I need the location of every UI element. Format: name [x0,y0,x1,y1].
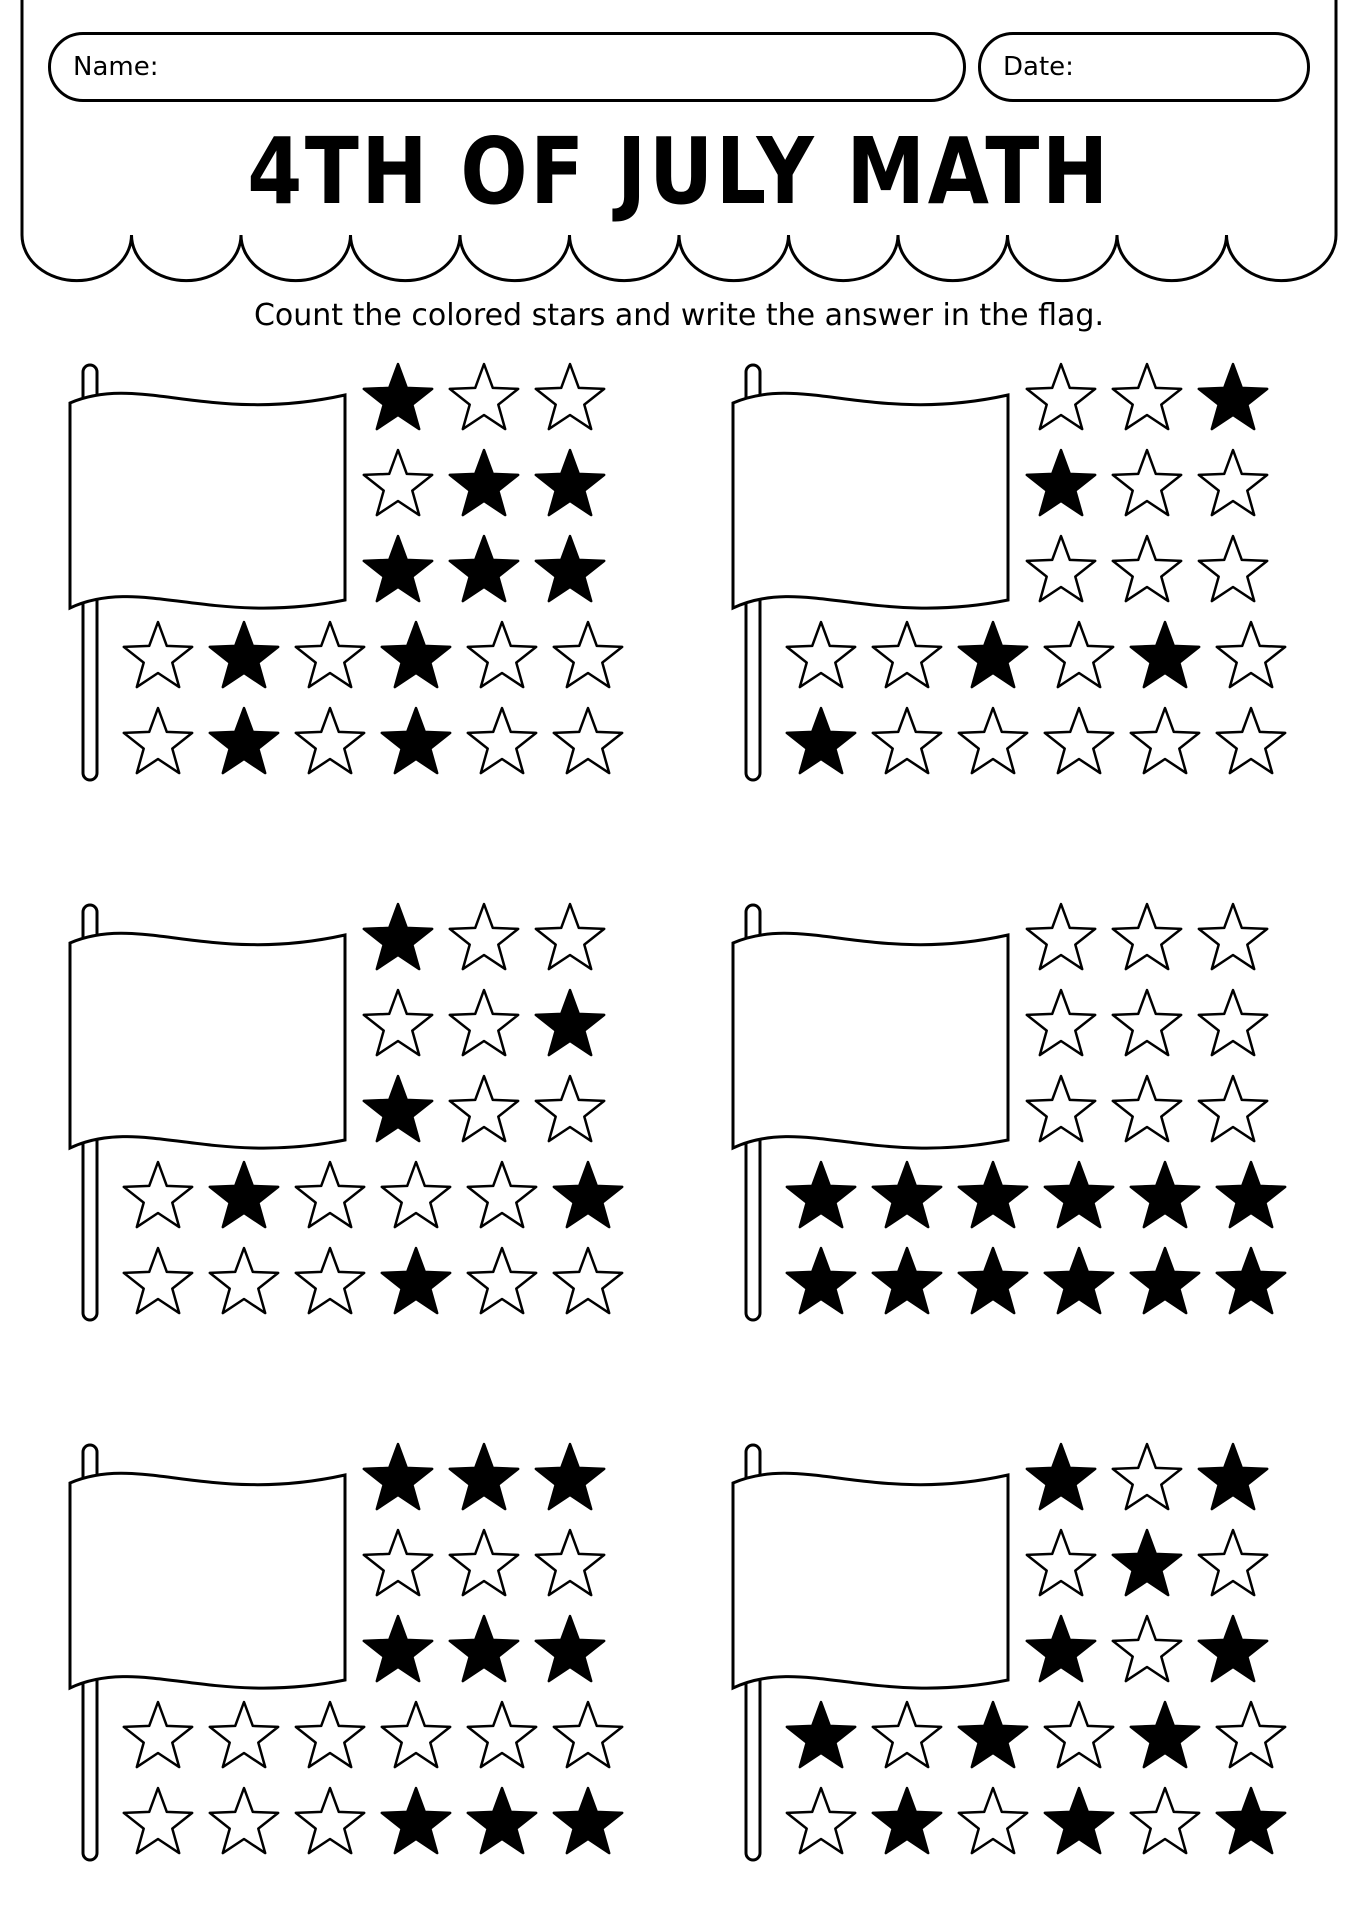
outline-star-icon [1131,1788,1199,1853]
outline-star-icon [1199,904,1267,969]
filled-star-icon [382,708,450,773]
outline-star-icon [1199,1530,1267,1595]
outline-star-icon [1113,904,1181,969]
puzzle-1 [70,364,622,780]
outline-star-icon [1027,1076,1095,1141]
outline-star-icon [1199,536,1267,601]
filled-star-icon [1113,1530,1181,1595]
outline-star-icon [1027,1530,1095,1595]
outline-star-icon [450,990,518,1055]
outline-star-icon [873,708,941,773]
answer-flag[interactable] [733,393,1008,608]
date-label: Date: [1003,52,1074,82]
outline-star-icon [296,1162,364,1227]
outline-star-icon [1199,450,1267,515]
puzzle-3 [70,904,622,1320]
puzzle-6 [733,1444,1285,1860]
outline-star-icon [1045,622,1113,687]
filled-star-icon [1199,1616,1267,1681]
outline-star-icon [1113,450,1181,515]
filled-star-icon [364,1444,432,1509]
filled-star-icon [536,990,604,1055]
filled-star-icon [536,536,604,601]
outline-star-icon [124,1702,192,1767]
filled-star-icon [210,708,278,773]
outline-star-icon [787,622,855,687]
outline-star-icon [124,622,192,687]
outline-star-icon [296,1702,364,1767]
outline-star-icon [210,1788,278,1853]
outline-star-icon [468,708,536,773]
outline-star-icon [382,1702,450,1767]
outline-star-icon [1113,1616,1181,1681]
filled-star-icon [1027,1616,1095,1681]
filled-star-icon [1131,622,1199,687]
filled-star-icon [1199,364,1267,429]
outline-star-icon [364,450,432,515]
outline-star-icon [364,990,432,1055]
outline-star-icon [1217,622,1285,687]
outline-star-icon [1113,990,1181,1055]
filled-star-icon [536,1616,604,1681]
outline-star-icon [554,708,622,773]
filled-star-icon [536,1444,604,1509]
outline-star-icon [1027,904,1095,969]
outline-star-icon [468,1702,536,1767]
filled-star-icon [450,536,518,601]
filled-star-icon [787,1702,855,1767]
outline-star-icon [536,904,604,969]
outline-star-icon [382,1162,450,1227]
filled-star-icon [210,1162,278,1227]
outline-star-icon [787,1788,855,1853]
filled-star-icon [382,1248,450,1313]
outline-star-icon [1045,708,1113,773]
name-label: Name: [73,52,159,82]
outline-star-icon [1113,536,1181,601]
answer-flag[interactable] [733,1473,1008,1688]
filled-star-icon [364,364,432,429]
filled-star-icon [364,1076,432,1141]
puzzle-5 [70,1444,622,1860]
outline-star-icon [468,622,536,687]
outline-star-icon [536,364,604,429]
page-title: 4TH OF JULY MATH [247,118,1111,225]
outline-star-icon [124,1248,192,1313]
puzzle-2 [733,364,1285,780]
outline-star-icon [536,1530,604,1595]
outline-star-icon [450,1076,518,1141]
outline-star-icon [959,708,1027,773]
filled-star-icon [364,536,432,601]
outline-star-icon [210,1702,278,1767]
outline-star-icon [468,1162,536,1227]
outline-star-icon [873,1702,941,1767]
answer-flag[interactable] [70,1473,345,1688]
outline-star-icon [1113,364,1181,429]
filled-star-icon [959,1702,1027,1767]
filled-star-icon [210,622,278,687]
outline-star-icon [296,622,364,687]
filled-star-icon [1045,1788,1113,1853]
outline-star-icon [1113,1444,1181,1509]
outline-star-icon [1199,990,1267,1055]
filled-star-icon [1217,1788,1285,1853]
filled-star-icon [364,1616,432,1681]
outline-star-icon [296,1248,364,1313]
filled-star-icon [1217,1248,1285,1313]
filled-star-icon [554,1788,622,1853]
instruction-text: Count the colored stars and write the answer in the flag. [253,298,1105,333]
answer-flag[interactable] [70,933,345,1148]
outline-star-icon [124,708,192,773]
outline-star-icon [1131,708,1199,773]
outline-star-icon [450,364,518,429]
filled-star-icon [382,1788,450,1853]
filled-star-icon [787,1248,855,1313]
outline-star-icon [124,1162,192,1227]
filled-star-icon [1027,450,1095,515]
filled-star-icon [1199,1444,1267,1509]
outline-star-icon [959,1788,1027,1853]
filled-star-icon [1217,1162,1285,1227]
filled-star-icon [450,1616,518,1681]
outline-star-icon [1027,536,1095,601]
outline-star-icon [873,622,941,687]
puzzle-4 [733,904,1285,1320]
outline-star-icon [1217,1702,1285,1767]
filled-star-icon [1027,1444,1095,1509]
outline-star-icon [554,622,622,687]
outline-star-icon [296,708,364,773]
filled-star-icon [787,708,855,773]
filled-star-icon [1131,1702,1199,1767]
outline-star-icon [210,1248,278,1313]
outline-star-icon [450,1530,518,1595]
outline-star-icon [1217,708,1285,773]
filled-star-icon [1045,1162,1113,1227]
outline-star-icon [1045,1702,1113,1767]
outline-star-icon [554,1702,622,1767]
filled-star-icon [450,1444,518,1509]
filled-star-icon [1045,1248,1113,1313]
filled-star-icon [1131,1162,1199,1227]
outline-star-icon [124,1788,192,1853]
outline-star-icon [468,1248,536,1313]
filled-star-icon [959,1162,1027,1227]
filled-star-icon [873,1162,941,1227]
filled-star-icon [959,622,1027,687]
filled-star-icon [787,1162,855,1227]
outline-star-icon [1027,990,1095,1055]
answer-flag[interactable] [733,933,1008,1148]
outline-star-icon [554,1248,622,1313]
filled-star-icon [554,1162,622,1227]
outline-star-icon [364,1530,432,1595]
filled-star-icon [364,904,432,969]
answer-flag[interactable] [70,393,345,608]
outline-star-icon [450,904,518,969]
outline-star-icon [1027,364,1095,429]
filled-star-icon [468,1788,536,1853]
filled-star-icon [536,450,604,515]
outline-star-icon [536,1076,604,1141]
outline-star-icon [1199,1076,1267,1141]
filled-star-icon [450,450,518,515]
filled-star-icon [382,622,450,687]
outline-star-icon [1113,1076,1181,1141]
filled-star-icon [873,1788,941,1853]
filled-star-icon [873,1248,941,1313]
filled-star-icon [1131,1248,1199,1313]
filled-star-icon [959,1248,1027,1313]
outline-star-icon [296,1788,364,1853]
